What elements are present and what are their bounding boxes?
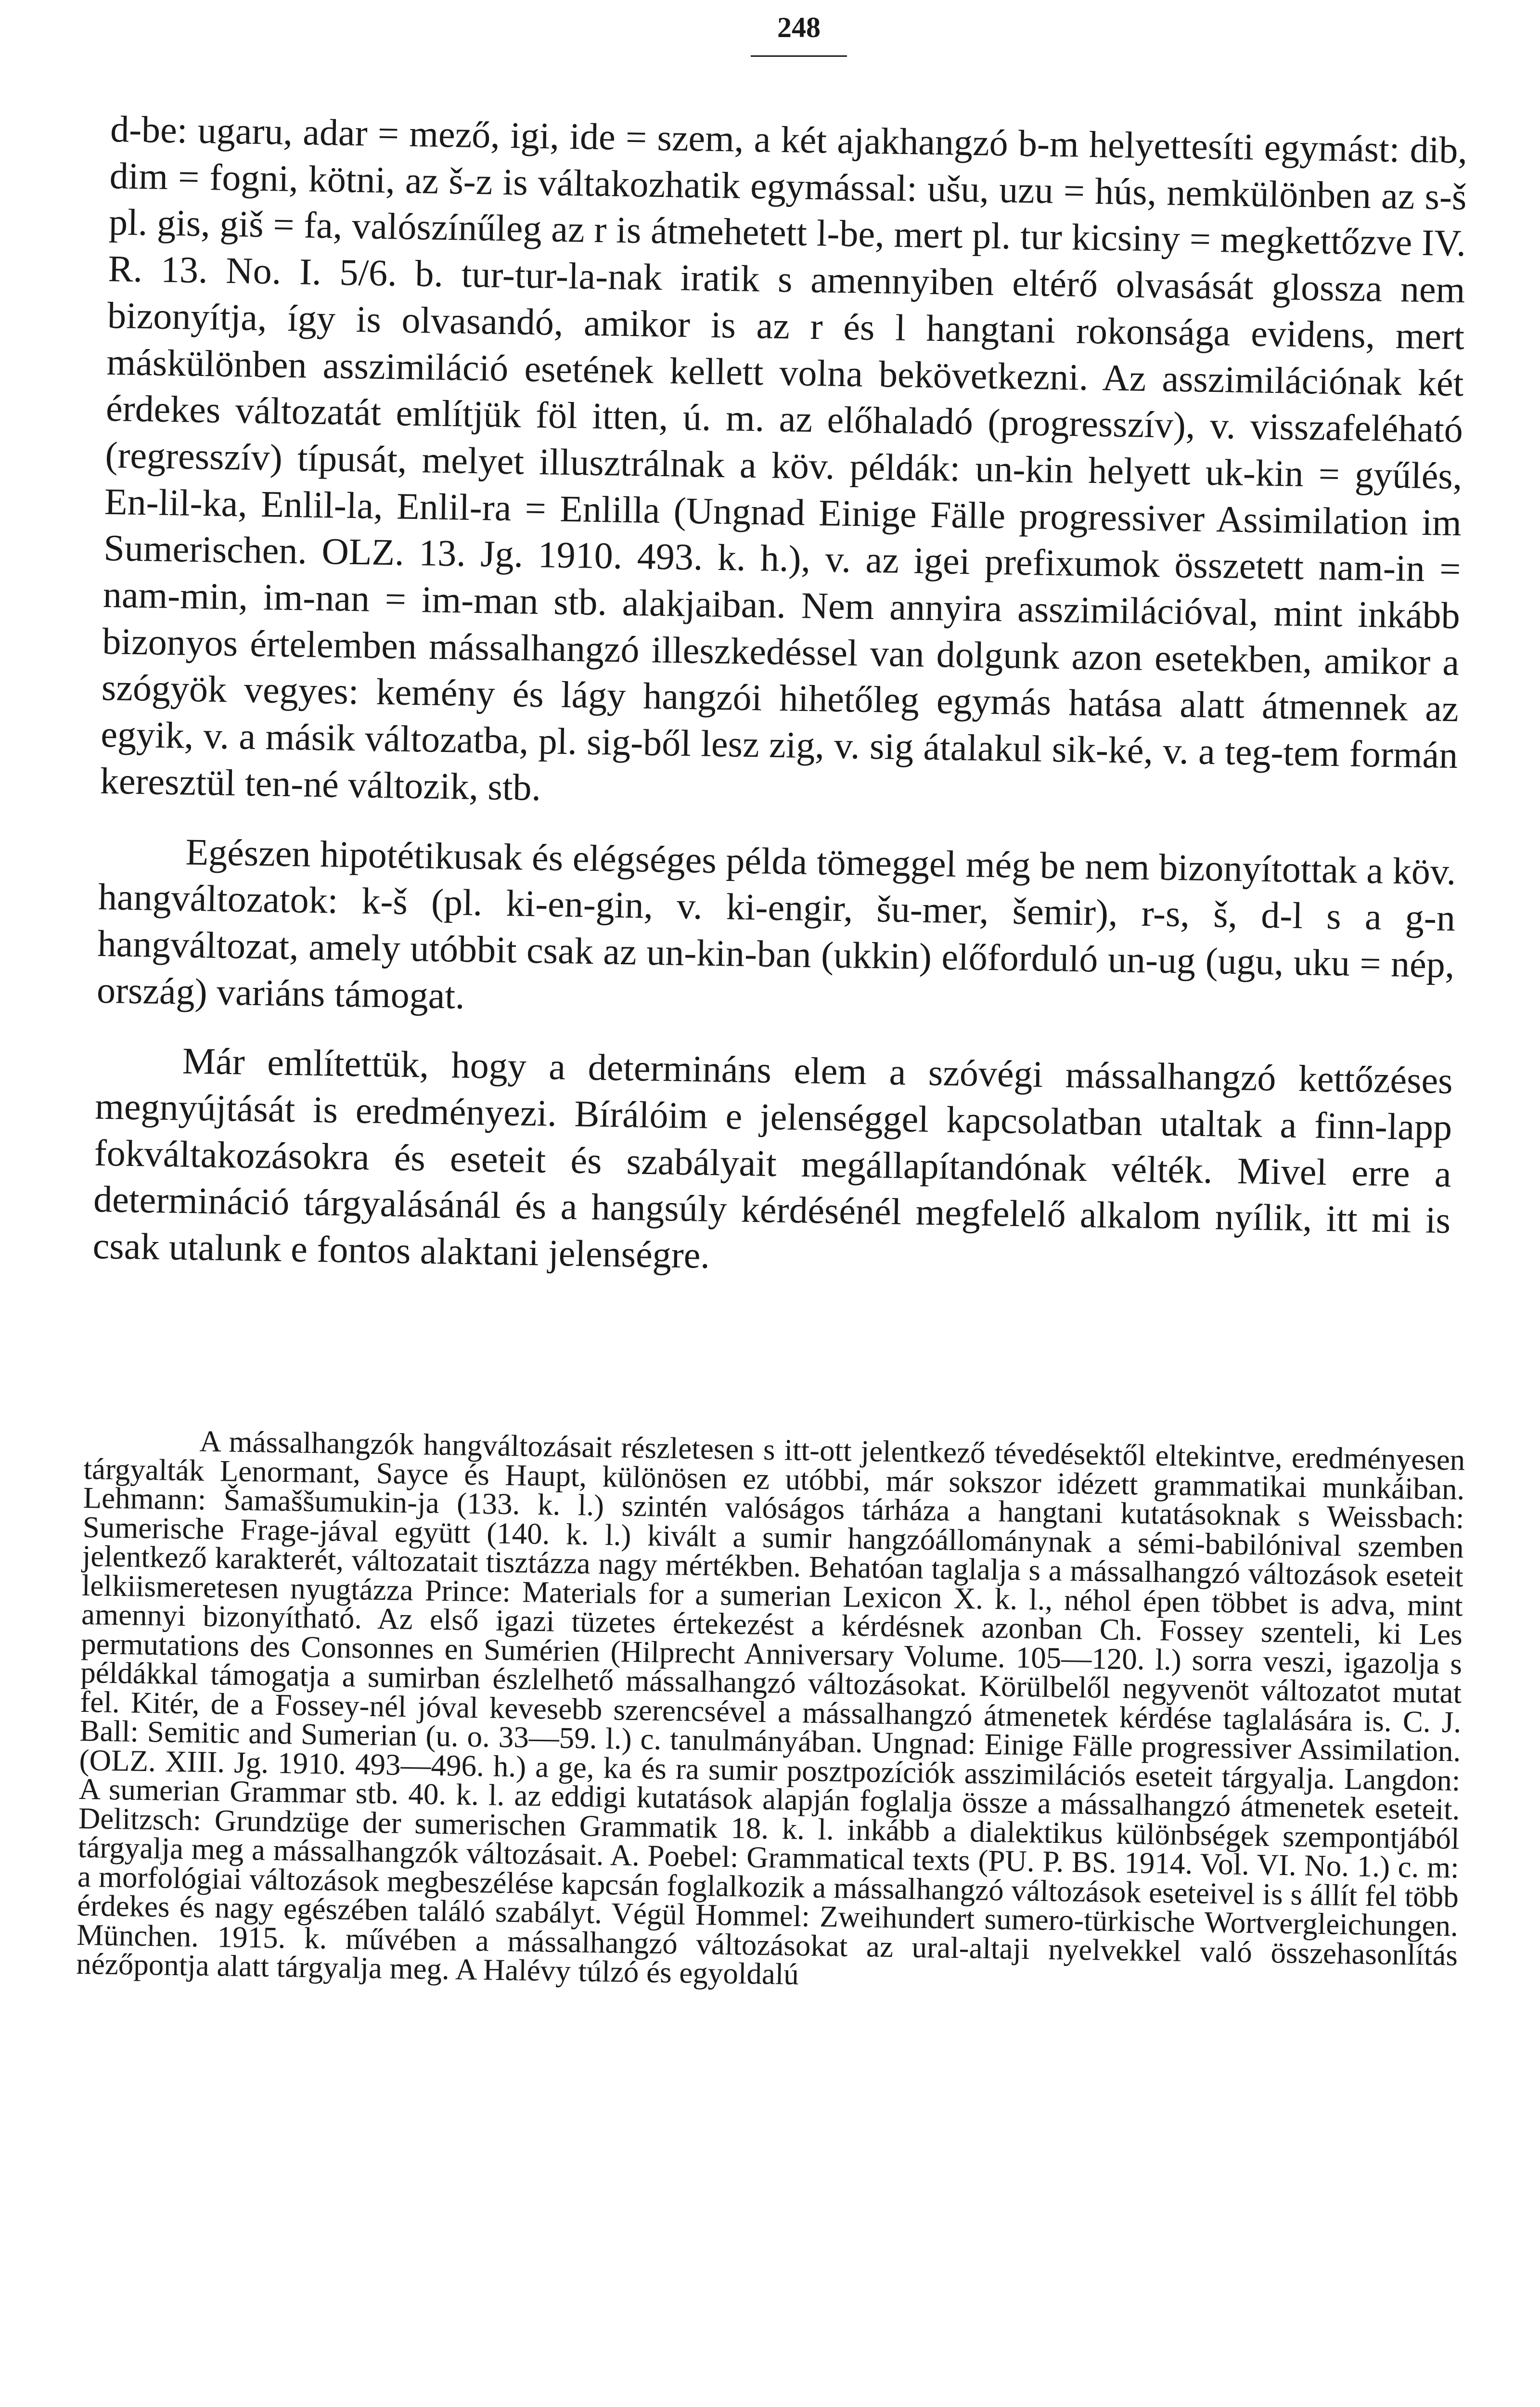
page-number: 248 (777, 12, 821, 43)
paragraph-determinant-gemination: Már említettük, hogy a determináns elem a szóvégi mássalhangzó kettőzéses megnyújtását is eredményezi. Bírálóim e jelenséggel kapcsolatban utaltak a finn-lapp fokváltakozásokra és eseteit és szabályait megállapítandónak vélték. Mivel erre a determináció tárgyalásánál és a hangsúly kérdésénél megfelelő alkalom nyílik, itt mi is csak utalunk e fontos alaktani jelenségre. (92, 1039, 1453, 1277)
page-number-underline (751, 55, 847, 57)
main-text (92, 106, 1468, 1291)
footnote (76, 1425, 1465, 1999)
paragraph-consonant-alternation: d-be: ugaru, adar = mező, igi, ide = szem, a két ajakhangzó b-m helyettesíti egymást: dib, dim = fogni, kötni, az š-z is váltakozhatik egymással: ušu, uzu = hús, nemkülönben az s-š pl. gis, giš = fa, valószínűleg az r is átmehetett l-be, mert pl. tur kicsiny = megkettőzve IV. R. 13. No. I. 5/6. b. tur-tur-la-nak iratik s amennyiben eltérő olvasását glossza nem bizonyítja, így is olvasandó, amikor is az r és l hangtani rokonsága evidens, mert máskülönben asszimiláció esetének kellett volna bekövetkezni. Az asszimilációnak két érdekes változatát említjük föl itten, ú. m. az előhaladó (progresszív), v. visszafeléható (regresszív) típusát, melyet illusztrálnak a köv. példák: un-kin helyett uk-kin = gyűlés, En-lil-ka, Enlil-la, Enlil-ra = Enlilla (Ungnad Einige Fälle progressiver Assimilation im Sumerischen. OLZ. 13. Jg. 1910. 493. k. h.), v. az igei prefixumok összetett nam-in = nam-min, im-nan = im-man stb. alakjaiban. Nem annyira asszimilációval, mint inkább bizonyos értelemben mássalhangzó illeszkedéssel van dolgunk azon esetekben, amikor a szógyök vegyes: kemény és lágy hangzói hihetőleg egymás hatása alatt átmennek az egyik, v. a másik változatba, pl. sig-ből lesz zig, v. sig átalakul sik-ké, v. a teg-tem formán keresztül ten-né változik, stb. (100, 107, 1468, 809)
paragraph-hypothetical-changes: Egészen hipotétikusak és elégséges példa tömeggel még be nem bizonyítottak a köv. hangváltozatok: k-š (pl. ki-en-gin, v. ki-engir, šu-mer, šemir), r-s, š, d-l s a g-n hangváltozat, amely utóbbit csak az un-kin-ban (ukkin) előforduló un-ug (ugu, uku = nép, ország) variáns támogat. (96, 830, 1457, 1017)
footnote-text: A mássalhangzók hangváltozásait részletesen s itt-ott jelentkező tévedésektől eltekintve, eredményesen tárgyalták Lenormant, Sayce és Haupt, különösen ez utóbbi, már sokszor idézett grammatikai munkáiban. Lehmann: Šamaššumukin-ja (133. k. l.) szintén valóságos tárháza a hangtani kutatásoknak s Weissbach: Sumerische Frage-jával együtt (140. k. l.) kivált a sumir hangzóállománynak a sémi-babilónival szemben jelentkező karakterét, változatait tisztázza nagy mértékben. Behatóan taglalja s a mássalhangzó változások eseteit lelkiismeretesen nyugtázza Prince: Materials for a sumerian Lexicon X. k. l., néhol épen többet is adva, mint amennyi bizonyítható. Az első igazi tüzetes értekezést a kérdésnek azonban Ch. Fossey szenteli, ki Les permutations des Consonnes en Sumérien (Hilprecht Anniversary Volume. 105—120. l.) sorra veszi, igazolja s példákkal támogatja a sumirban észlelhető mássalhangzó változásokat. Körülbelől negyvenöt változatot mutat fel. Kitér, de a Fossey-nél jóval kevesebb szerencsével a mássalhangzó átmenetek kérdése taglalására is. C. J. Ball: Semitic and Sumerian (u. o. 33—59. l.) c. tanulmányában. Ungnad: Einige Fälle progressiver Assimilation. (OLZ. XIII. Jg. 1910. 493—496. h.) a ge, ka és ra sumir posztpozíciók asszimilációs eseteit tárgyalja. Langdon: A sumerian Grammar stb. 40. k. l. az eddigi kutatások alapján foglalja össze a mássalhangzó átmenetek eseteit. Delitzsch: Grundzüge der sumerischen Grammatik 18. k. l. inkább a dialektikus különbségek szempontjából tárgyalja meg a mássalhangzók változásait. A. Poebel: Grammatical texts (PU. P. BS. 1914. Vol. VI. No. 1.) c. m: a morfológiai változások megbeszélése kapcsán foglalkozik a mássalhangzó változások eseteivel is s állít fel több érdekes és nagy egészében találó szabályt. Végül Hommel: Zweihundert sumero-türkische Wortvergleichungen. München. 1915. k. művében a mássalhangzó változásokat az ural-altaji nyelvekkel való összehasonlítás nézőpontja alatt tárgyalja meg. A Halévy túlzó és egyoldalú (76, 1424, 1465, 1992)
